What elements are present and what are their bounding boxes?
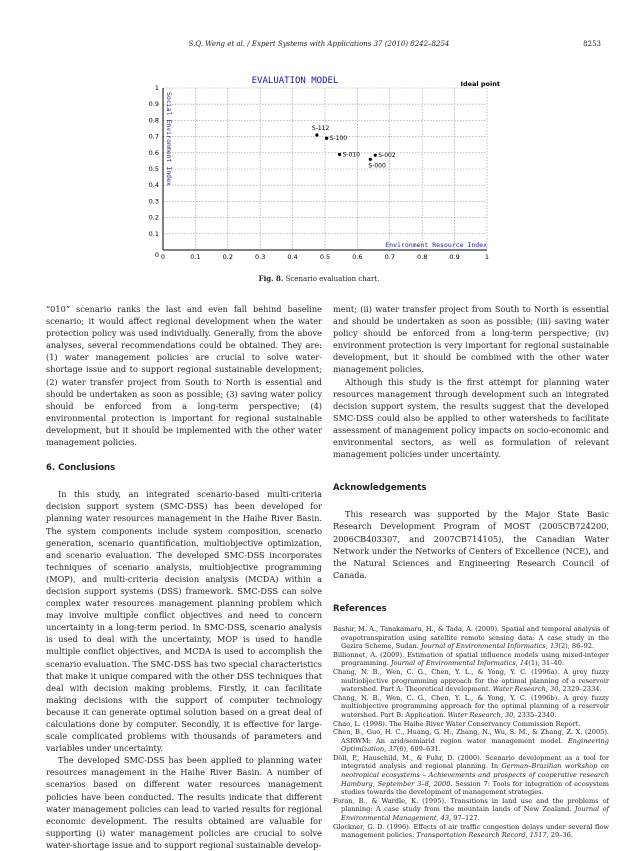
x-tick-label: 0.6 xyxy=(352,253,363,261)
paragraph: “010” scenario ranks the last and even fall behind baseline scenario; it would affect regional development when the water protection policy was used individually. Generally, from the above analyses, several recommendations could be obtained. They are: (1) water management policies are crucial to solve water-shortage issue and to support regional sustainable development; (2) water transfer project from South to North is essential and should be undertaken as soon as possible; (3) saving water policy should be enforced from a long-term perspective; (4) environmental protection is important for regional sustainable development, but it should be implemented with the other water management policies. xyxy=(46,304,322,448)
reference-text: Bashir, M. A., Tanakamaru, H., & Tada, A. (2009). Spatial and temporal analysis of evapotranspiration using satellite remote sensing data: A case study in the Gezira Scheme, Sudan. xyxy=(333,624,609,651)
x-tick-label: 0.5 xyxy=(319,253,331,261)
reference-pages: (2), 86–92. xyxy=(558,642,595,651)
reference-journal: Water Research, 30 xyxy=(447,710,514,719)
reference-item xyxy=(333,720,609,729)
figure-caption xyxy=(0,274,638,283)
reference-pages: , 2335–2340. xyxy=(513,710,557,719)
scenario-point-label: S-000 xyxy=(368,162,386,170)
reference-text: Chang, N. B., Wen, C. G., Chen, Y. L., & Yong, Y. C. (1996a). A grey fuzzy multiobjective programming approach for the optimal planning of a reservoir watershed. Part A: Theoretical development. xyxy=(333,667,609,694)
y-tick-label: 0.9 xyxy=(148,100,159,109)
reference-journal: Journal of Environmental Informatics, 13 xyxy=(421,642,559,651)
y-tick-label: 0 xyxy=(154,251,159,259)
caption-text: Scenario evaluation chart. xyxy=(285,275,380,283)
x-tick-label: 0 xyxy=(160,253,166,261)
reference-text: Chao, L. (1998). The Haihe River Water Conservancy Commission Report. xyxy=(333,719,581,728)
reference-journal: Water Research, 30 xyxy=(492,685,559,694)
x-tick-label: 0.1 xyxy=(190,253,201,261)
x-tick-label: 0.9 xyxy=(449,253,460,261)
reference-item xyxy=(333,694,609,720)
right-column xyxy=(333,303,609,840)
y-tick-label: 0.4 xyxy=(148,181,159,190)
acknowledgements-text: This research was supported by the Major State Basic Research Development Program of MOST (2005CB724200, 2006CB403307, and 2007CB714105), the Canadian Water Network under the Networks of Centers of Excellence (NCE), and the Natural Sciences and Engineering Research Council of Canada. xyxy=(333,509,609,580)
reference-journal: Engineering Optimization, 37 xyxy=(341,736,609,754)
reference-text: Glockner, G. D. (1996). Effects of air traffic congestion delays under several flow management policies. xyxy=(333,822,609,840)
left-column xyxy=(46,303,322,851)
x-axis-title: Environment Resource Index xyxy=(385,241,487,249)
reference-journal: Transportation Research Record, 1517 xyxy=(416,831,547,840)
reference-list xyxy=(333,625,609,840)
reference-item xyxy=(333,797,609,823)
scenario-point xyxy=(325,137,328,140)
y-tick-label: 0.5 xyxy=(148,165,159,173)
reference-pages: . Session 7: Tools for integration of ecosystem studies towards the development of management strategies. xyxy=(341,779,609,797)
paragraph: ment; (ii) water transfer project from South to North is essential and should be undertaken as soon as possible; (iii) saving water policy should be enforced from a long-term perspective; (iv) environment protection is very important for regional sustainable development, but it should be combined with the other water management policies. xyxy=(333,304,609,375)
scenario-point xyxy=(315,133,318,136)
x-tick-label: 0.3 xyxy=(255,253,266,261)
reference-journal: Journal of Environmental Management, 43 xyxy=(341,805,609,823)
reference-item xyxy=(333,823,609,840)
x-tick-label: 0.8 xyxy=(417,253,428,261)
reference-item xyxy=(333,625,609,651)
paragraph: The developed SMC-DSS has been applied to planning water resources management in the Haihe River Basin. A number of scenarios based on different water resources management policies have been conducted. The results indicate that different water management policies can lead to varied results for regional economic development. The results obtained are valuable for supporting (i) water management policies are crucial to solve water-shortage issue and to support regional sustainable develop- xyxy=(46,755,322,850)
y-tick-label: 0.2 xyxy=(148,213,159,222)
evaluation-chart xyxy=(145,70,505,262)
reference-journal: German–Brazilian workshop on neotropical ecosystems – Achievements and prospects of cooperative research Hamburg, September 3–8, 2000 xyxy=(341,762,610,788)
scenario-point-label: S-002 xyxy=(378,152,396,160)
section-heading-conclusions: 6. Conclusions xyxy=(46,463,116,474)
x-tick-label: 0.7 xyxy=(384,253,395,261)
scenario-point xyxy=(369,158,372,161)
y-tick-label: 0.7 xyxy=(148,132,159,141)
paragraph: In this study, an integrated scenario-based multi-criteria decision support system (SMC-DSS) has been developed for planning water resources management in the Haihe River Basin. The system components include system composition, scenario generation, scenario quantification, multiobjective optimization, and scenario evaluation. The developed SMC-DSS incorporates techniques of scenario analysis, multiobjective programming (MOP), and multi-criteria decision analysis (MCDA) within a decision support systems (DSS) framework. SMC-DSS can solve complex water resources management planning problem which may involve multiple conflict objectives and need to concern uncertainty in a long-term period. In SMC-DSS, scenario analysis is used to deal with the uncertainty, MOP is used to handle multiple conflict objectives, and MCDA is used to accomplish the scenario evaluation. The SMC-DSS has two special characteristics that make it unique compared with the other DSS techniques that deal with decision making problems. Firstly, it can facilitate making decisions with the support of computer technology because it can generate optimal solution based on a great deal of calculations done by computer. Secondly, it is effective for large-scale complicated problems with thousands of parameters and variables under uncertainty. xyxy=(46,489,322,754)
reference-pages: (1), 31–40. xyxy=(528,659,565,668)
reference-pages: , 2329–2334. xyxy=(558,685,602,694)
reference-item xyxy=(333,754,609,797)
reference-pages: , 29–36. xyxy=(546,831,573,840)
reference-text: Billionnet, A. (2009). Estimation of spatial influence models using mixed-integer programming. xyxy=(333,650,609,668)
running-header xyxy=(0,40,638,52)
x-tick-label: 0.4 xyxy=(287,253,298,261)
y-tick-label: 1 xyxy=(154,84,159,92)
scenario-point-label: S-112 xyxy=(311,124,330,132)
section-heading-acknowledgements: Acknowledgements xyxy=(333,483,427,494)
scenario-point-label: S-100 xyxy=(329,135,348,143)
y-tick-label: 0.3 xyxy=(148,197,159,206)
reference-journal: Journal of Environmental Informatics, 14 xyxy=(390,659,529,668)
ideal-point-label: Ideal point xyxy=(460,80,500,88)
y-axis-title: Social Environment Index xyxy=(165,92,173,186)
reference-text: Chen, B., Guo, H. C., Huang, G. H., Zhang, N., Wu, S. M., & Zhang, Z. X. (2005). ASRWM: An arid/semiarid region water management model. xyxy=(333,728,609,745)
caption-label: Fig. 8. xyxy=(258,274,284,283)
y-tick-label: 0.1 xyxy=(148,229,159,238)
reference-text: Döll, P., Hauschild, M., & Fuhr, D. (2000). Scenario development as a tool for integrated analysis and regional planning. In xyxy=(333,753,609,771)
reference-item xyxy=(333,651,609,668)
y-tick-label: 0.8 xyxy=(148,116,159,125)
scenario-point xyxy=(338,153,341,156)
section-heading-references: References xyxy=(333,603,387,614)
y-tick-label: 0.6 xyxy=(148,148,159,157)
reference-pages: (6), 609–631. xyxy=(396,745,441,754)
reference-pages: , 97–127. xyxy=(449,814,480,823)
paragraph: Although this study is the first attempt for planning water resources management through development such an integrated decision support system, the results suggest that the developed SMC-DSS could also be applied to other watersheds to facilitate assessment of management policy impacts on socio-economic and environmental sectors, as well as formulation of relevant management policies under uncertainty. xyxy=(333,376,609,460)
chart-title: EVALUATION MODEL xyxy=(251,76,339,86)
scenario-point xyxy=(374,154,377,157)
reference-item xyxy=(333,668,609,694)
journal-citation: S.Q. Weng et al. / Expert Systems with Applications 37 (2010) 8242–8254 xyxy=(188,40,450,48)
scenario-point-label: S-010 xyxy=(342,151,361,159)
page-number: 8253 xyxy=(583,40,601,48)
x-tick-label: 1 xyxy=(484,253,490,261)
reference-text: Chang, N. B., Wen, C. G., Chen, Y. L., & Yong, Y. C. (1996b). A grey fuzzy multiobjective programming approach for the optimal planning of a reservoir watershed. Part B: Application. xyxy=(333,693,609,719)
reference-item xyxy=(333,728,609,754)
reference-text: Foran, B., & Wardle, K. (1995). Transitions in land use and the problems of planning: A case study from the mountain lands of New Zealand. xyxy=(333,796,609,814)
x-tick-label: 0.2 xyxy=(222,253,233,261)
